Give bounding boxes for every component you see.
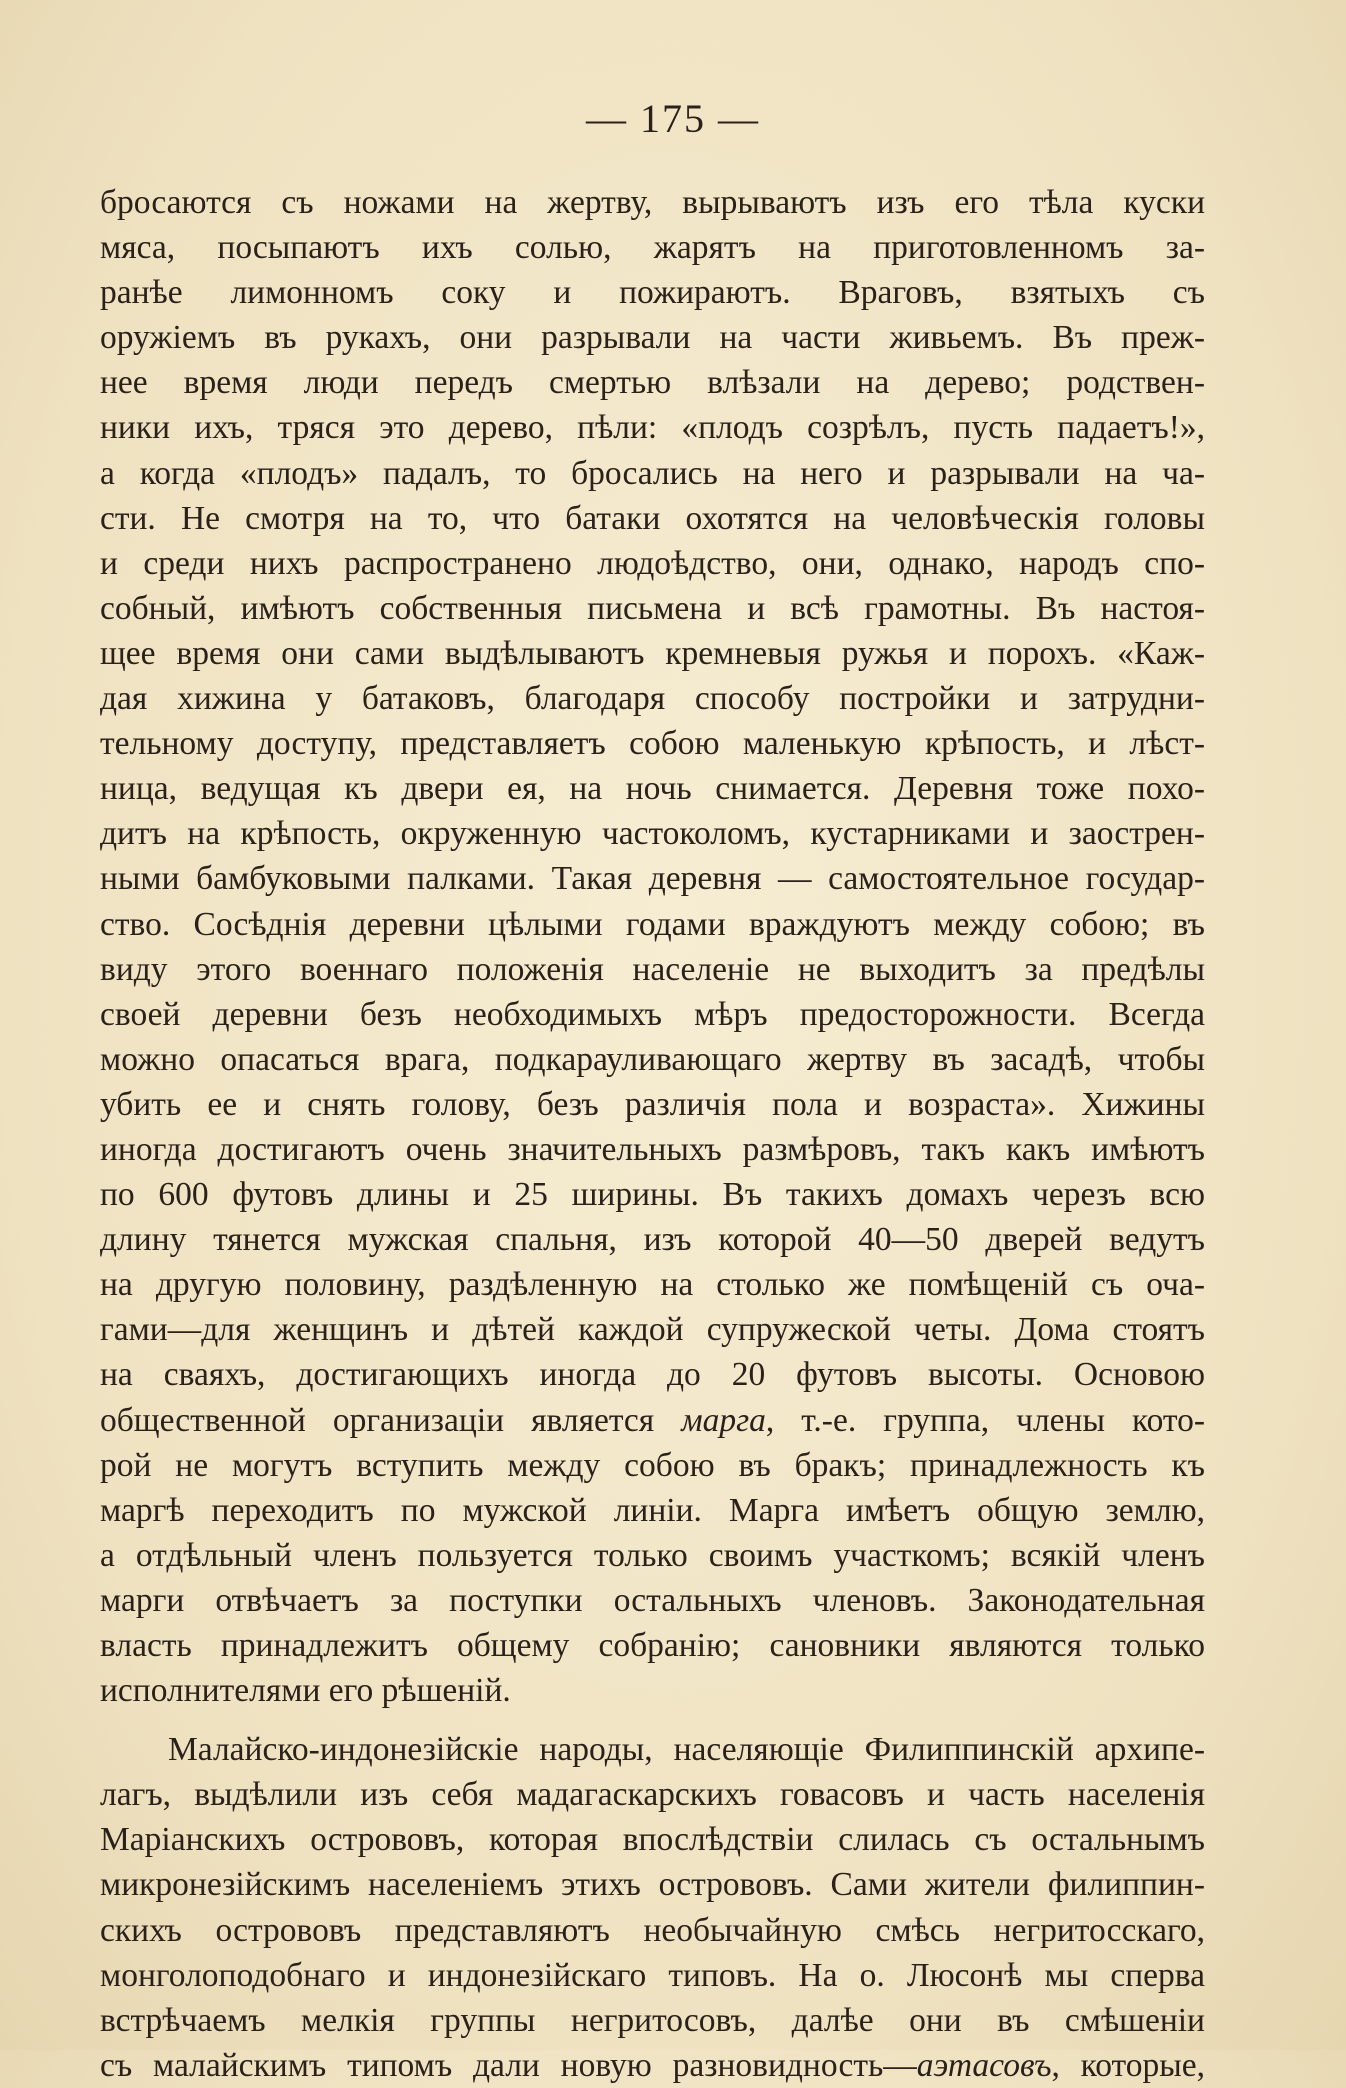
text-line: щее время они сами выдѣлываютъ кремневыя ружья и порохъ. «Каж- [100, 634, 1205, 672]
text-line: собный, имѣютъ собственныя письмена и всѣ грамотны. Въ настоя- [100, 589, 1205, 627]
text-line: по 600 футовъ длины и 25 ширины. Въ такихъ домахъ черезъ всю [100, 1176, 1205, 1214]
text-line: дитъ на крѣпость, окруженную частоколомъ, кустарниками и заострен- [100, 815, 1205, 853]
text-line: виду этого военнаго положенія населеніе не выходитъ за предѣлы [100, 950, 1205, 988]
text-line: встрѣчаемъ мелкія группы негритосовъ, далѣе они въ смѣшеніи [100, 2001, 1205, 2039]
text-line: ники ихъ, тряся это дерево, пѣли: «плодъ созрѣлъ, пусть падаетъ!», [100, 409, 1205, 447]
text-line: оружіемъ въ рукахъ, они разрывали на части живьемъ. Въ преж- [100, 319, 1205, 357]
text-line: ство. Сосѣднія деревни цѣлыми годами враждуютъ между собою; въ [100, 905, 1205, 943]
text-line: Маріанскихъ острововъ, которая впослѣдствіи слилась съ остальнымъ [100, 1821, 1205, 1859]
text-line: общественной организаціи является марга, т.-е. группа, члены кото- [100, 1401, 1205, 1439]
paragraph-1 [100, 180, 1205, 1713]
text-line: а когда «плодъ» падалъ, то бросались на него и разрывали на ча- [100, 454, 1205, 492]
text-line: на сваяхъ, достигающихъ иногда до 20 футовъ высоты. Основою [100, 1356, 1205, 1394]
text-line: а отдѣльный членъ пользуется только своимъ участкомъ; всякій членъ [100, 1536, 1205, 1574]
text-line: власть принадлежитъ общему собранію; сановники являются только [100, 1627, 1205, 1664]
text-line: съ малайскимъ типомъ дали новую разновидность—аэтасовъ, которые, [100, 2046, 1205, 2084]
text-line: ница, ведущая къ двери ея, на ночь снимается. Деревня тоже похо- [100, 770, 1205, 808]
text-line: иногда достигаютъ очень значительныхъ размѣровъ, такъ какъ имѣютъ [100, 1130, 1205, 1168]
text-line: тельному доступу, представляетъ собою маленькую крѣпость, и лѣст- [100, 725, 1205, 763]
text-line: можно опасаться врага, подкарауливающаго жертву въ засадѣ, чтобы [100, 1040, 1205, 1078]
text-line: маргѣ переходитъ по мужской линіи. Марга имѣетъ общую землю, [100, 1491, 1205, 1529]
text-line: ранѣе лимонномъ соку и пожираютъ. Враговъ, взятыхъ съ [100, 274, 1205, 312]
text-line: лагъ, выдѣлили изъ себя мадагаскарскихъ говасовъ и часть населенія [100, 1776, 1205, 1814]
text-line: нее время люди передъ смертью влѣзали на дерево; родствен- [100, 364, 1205, 402]
text-line: длину тянется мужская спальня, изъ которой 40—50 дверей ведутъ [100, 1221, 1205, 1259]
page-number: — 175 — [586, 96, 760, 141]
text-line: мяса, посыпаютъ ихъ солью, жарятъ на приготовленномъ за- [100, 229, 1205, 267]
text-line: марги отвѣчаетъ за поступки остальныхъ членовъ. Законодательная [100, 1581, 1205, 1619]
text-line: убить ее и снять голову, безъ различія пола и возраста». Хижины [100, 1085, 1205, 1123]
text-line: своей деревни безъ необходимыхъ мѣръ предосторожности. Всегда [100, 995, 1205, 1033]
text-line: сти. Не смотря на то, что батаки охотятся на человѣческія головы [100, 499, 1205, 537]
text-line: исполнителями его рѣшеній. [100, 1672, 511, 1710]
text-line: рой не могутъ вступить между собою въ бракъ; принадлежность къ [100, 1446, 1205, 1484]
text-line: монголоподобнаго и индонезійскаго типовъ. На о. Люсонѣ мы сперва [100, 1956, 1205, 1994]
text-line: ными бамбуковыми палками. Такая деревня — самостоятельное государ- [100, 860, 1205, 898]
text-line: Малайско-индонезійскіе народы, населяющіе Филиппинскій архипе- [168, 1731, 1205, 1769]
text-line: на другую половину, раздѣленную на столько же помѣщеній съ оча- [100, 1266, 1205, 1304]
paragraph-2 [100, 1727, 1205, 2088]
text-line: и среди нихъ распространено людоѣдство, они, однако, народъ спо- [100, 544, 1205, 582]
body-text [100, 180, 1205, 2088]
text-line: микронезійскимъ населеніемъ этихъ острововъ. Сами жители филиппин- [100, 1866, 1205, 1904]
text-line: гами—для женщинъ и дѣтей каждой супружеской четы. Дома стоятъ [100, 1311, 1205, 1349]
text-line: скихъ острововъ представляютъ необычайную смѣсь негритосскаго, [100, 1911, 1205, 1949]
text-line: бросаются съ ножами на жертву, вырываютъ изъ его тѣла куски [100, 184, 1205, 221]
text-line: дая хижина у батаковъ, благодаря способу постройки и затрудни- [100, 680, 1205, 718]
